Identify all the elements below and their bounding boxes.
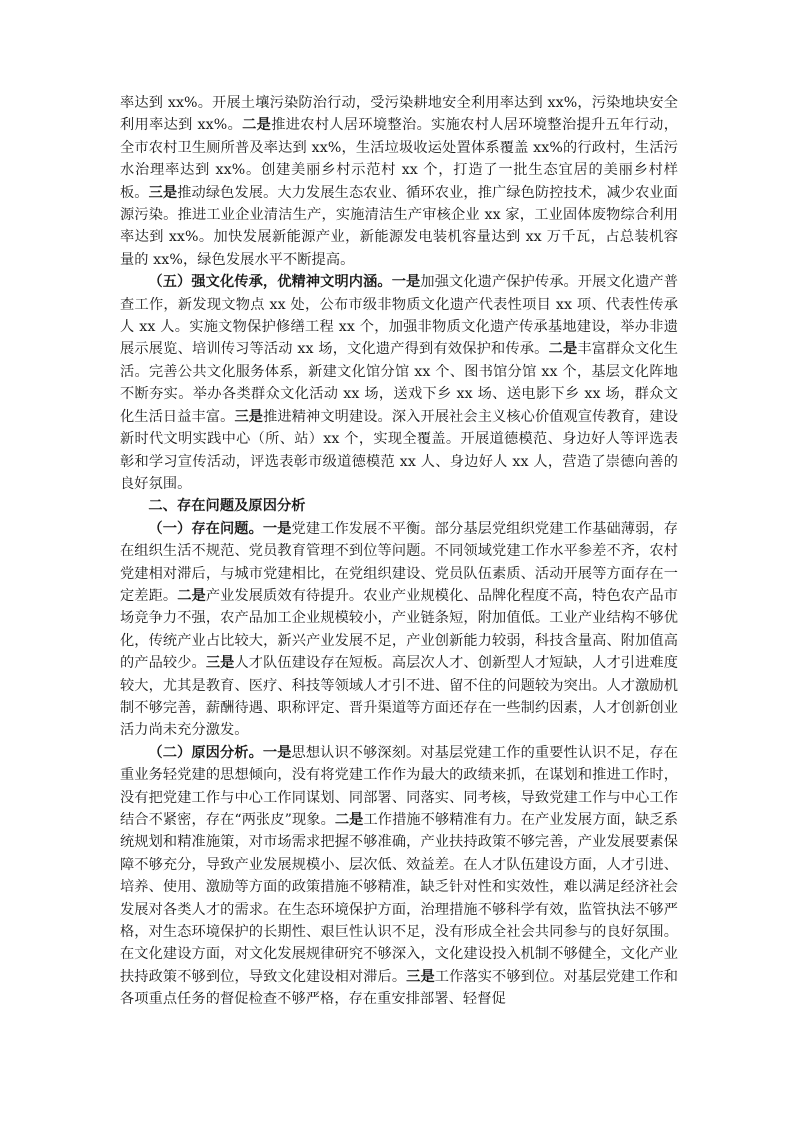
body-paragraph: [120, 518, 678, 742]
bold-run: （五）强文化传承，优精神文明内涵。: [148, 274, 392, 291]
bold-run: 二是: [334, 812, 364, 828]
bold-run: （一）存在问题。: [148, 520, 263, 537]
text-run: 思想认识不够深刻。对基层党建工作的重要性认识不足，存在重业务轻党建的思想倾向，没有将党建工作作为最大的政绩来抓，在谋划和推进工作时，没有把党建工作与中心工作同谋划、同部署、同落实、同考核，导致党建工作与中心工作结合不紧密，存在“两张皮”现象。: [120, 744, 678, 828]
text-run: 丰富群众文化生活。完善公共文化服务体系，新建文化馆分馆 xx 个、图书馆分馆 xx 个，基层文化阵地不断夯实。举办各类群众文化活动 xx 场，送戏下乡 xx 场、送电影下乡 xx 场，群众文化生活日益丰富。: [120, 341, 679, 425]
bold-run: （二）原因分析。: [148, 744, 263, 761]
text-run: 产业发展质效有待提升。农业产业规模化、品牌化程度不高，特色农产品市场竞争力不强，农产品加工企业规模较小，产业链条短，附加值低。工业产业结构不够优化，传统产业占比较大，新兴产业发展不足，产业创新能力较弱，科技含量高、附加值高的产品较少。: [120, 587, 678, 672]
bold-run: 二、存在问题及原因分析: [148, 498, 306, 515]
bold-run: 二是: [548, 341, 578, 358]
text-run: 加强文化遗产保护传承。开展文化遗产普查工作，新发现文物点 xx 处，公布市级非物质文化遗产代表性项目 xx 项、代表性传承人 xx 人。实施文物保护修缮工程 xx 个，加强非物质文化遗产传承基地建设，举办非遗展示展览、培训传习等活动 xx 场，文化遗产得到有效保护和传承。: [120, 274, 679, 358]
body-paragraph: [120, 92, 678, 271]
bold-run: 一是: [391, 274, 421, 291]
text-run: 推进精神文明建设。深入开展社会主义核心价值观宣传教育，建设新时代文明实践中心（所、站）xx 个，实现全覆盖。开展道德模范、身边好人等评选表彰和学习宣传活动，评选表彰市级道德模范 xx 人、身边好人 xx 人，营造了崇德向善的良好氛围。: [120, 408, 678, 492]
body-paragraph: [120, 742, 678, 1011]
text-run: 率达到 xx%。开展土壤污染防治行动，受污染耕地安全利用率达到 xx%，污染地块安全利用率达到 xx%。: [120, 95, 678, 134]
body-paragraph: [120, 271, 678, 495]
bold-run: 一是: [262, 744, 292, 761]
section-heading: [120, 495, 678, 517]
bold-run: 二是: [177, 587, 206, 604]
text-run: 推进农村人居环境整治。实施农村人居环境整治提升五年行动，全市农村卫生厕所普及率达到 xx%，生活垃圾收运处置体系覆盖 xx%的行政村，生活污水治理率达到 xx%。创建美丽乡村示范村 xx 个，打造了一批生态宜居的美丽乡村样板。: [120, 117, 678, 201]
text-run: 党建工作发展不平衡。部分基层党组织党建工作基础薄弱，存在组织生活不规范、党员教育管理不到位等问题。不同领域党建工作水平参差不齐，农村党建相对滞后，与城市党建相比，在党组织建设、党员队伍素质、活动开展等方面存在一定差距。: [120, 520, 678, 604]
text-run: 推动绿色发展。大力发展生态农业、循环农业，推广绿色防控技术，减少农业面源污染。推进工业企业清洁生产，实施清洁生产审核企业 xx 家，工业固体废物综合利用率达到 xx%。加快发展新能源产业，新能源发电装机容量达到 xx 万千瓦，占总装机容量的 xx%，绿色发展水平不断提高。: [120, 184, 678, 268]
document-page: [120, 92, 678, 1011]
bold-run: 三是: [205, 655, 235, 672]
text-run: 工作措施不够精准有力。在产业发展方面，缺乏系统规划和精准施策，对市场需求把握不够准确，产业扶持政策不够完善，产业发展要素保障不够充分，导致产业发展规模小、层次低、效益差。在人才队伍建设方面，人才引进、培养、使用、激励等方面的政策措施不够精准，缺乏针对性和实效性，难以满足经济社会发展对各类人才的需求。在生态环境保护方面，治理措施不够科学有效，监管执法不够严格，对生态环境保护的长期性、艰巨性认识不足，没有形成全社会共同参与的良好氛围。在文化建设方面，对文化发展规律研究不够深入，文化建设投入机制不够健全，文化产业扶持政策不够到位，导致文化建设相对滞后。: [120, 812, 679, 985]
bold-run: 三是: [148, 184, 178, 201]
bold-run: 二是: [242, 117, 272, 134]
text-run: 工作落实不够到位。对基层党建工作和各项重点任务的督促检查不够严格，存在重安排部署、轻督促: [120, 968, 678, 1008]
bold-run: 三是: [234, 408, 264, 425]
bold-run: 三是: [406, 968, 435, 985]
bold-run: 一是: [262, 520, 292, 537]
text-run: 人才队伍建设存在短板。高层次人才、创新型人才短缺，人才引进难度较大，尤其是教育、医疗、科技等领域人才引不进、留不住的问题较为突出。人才激励机制不够完善，薪酬待遇、职称评定、晋升渠道等方面还存在一些制约因素，人才创新创业活力尚未充分激发。: [120, 655, 679, 739]
